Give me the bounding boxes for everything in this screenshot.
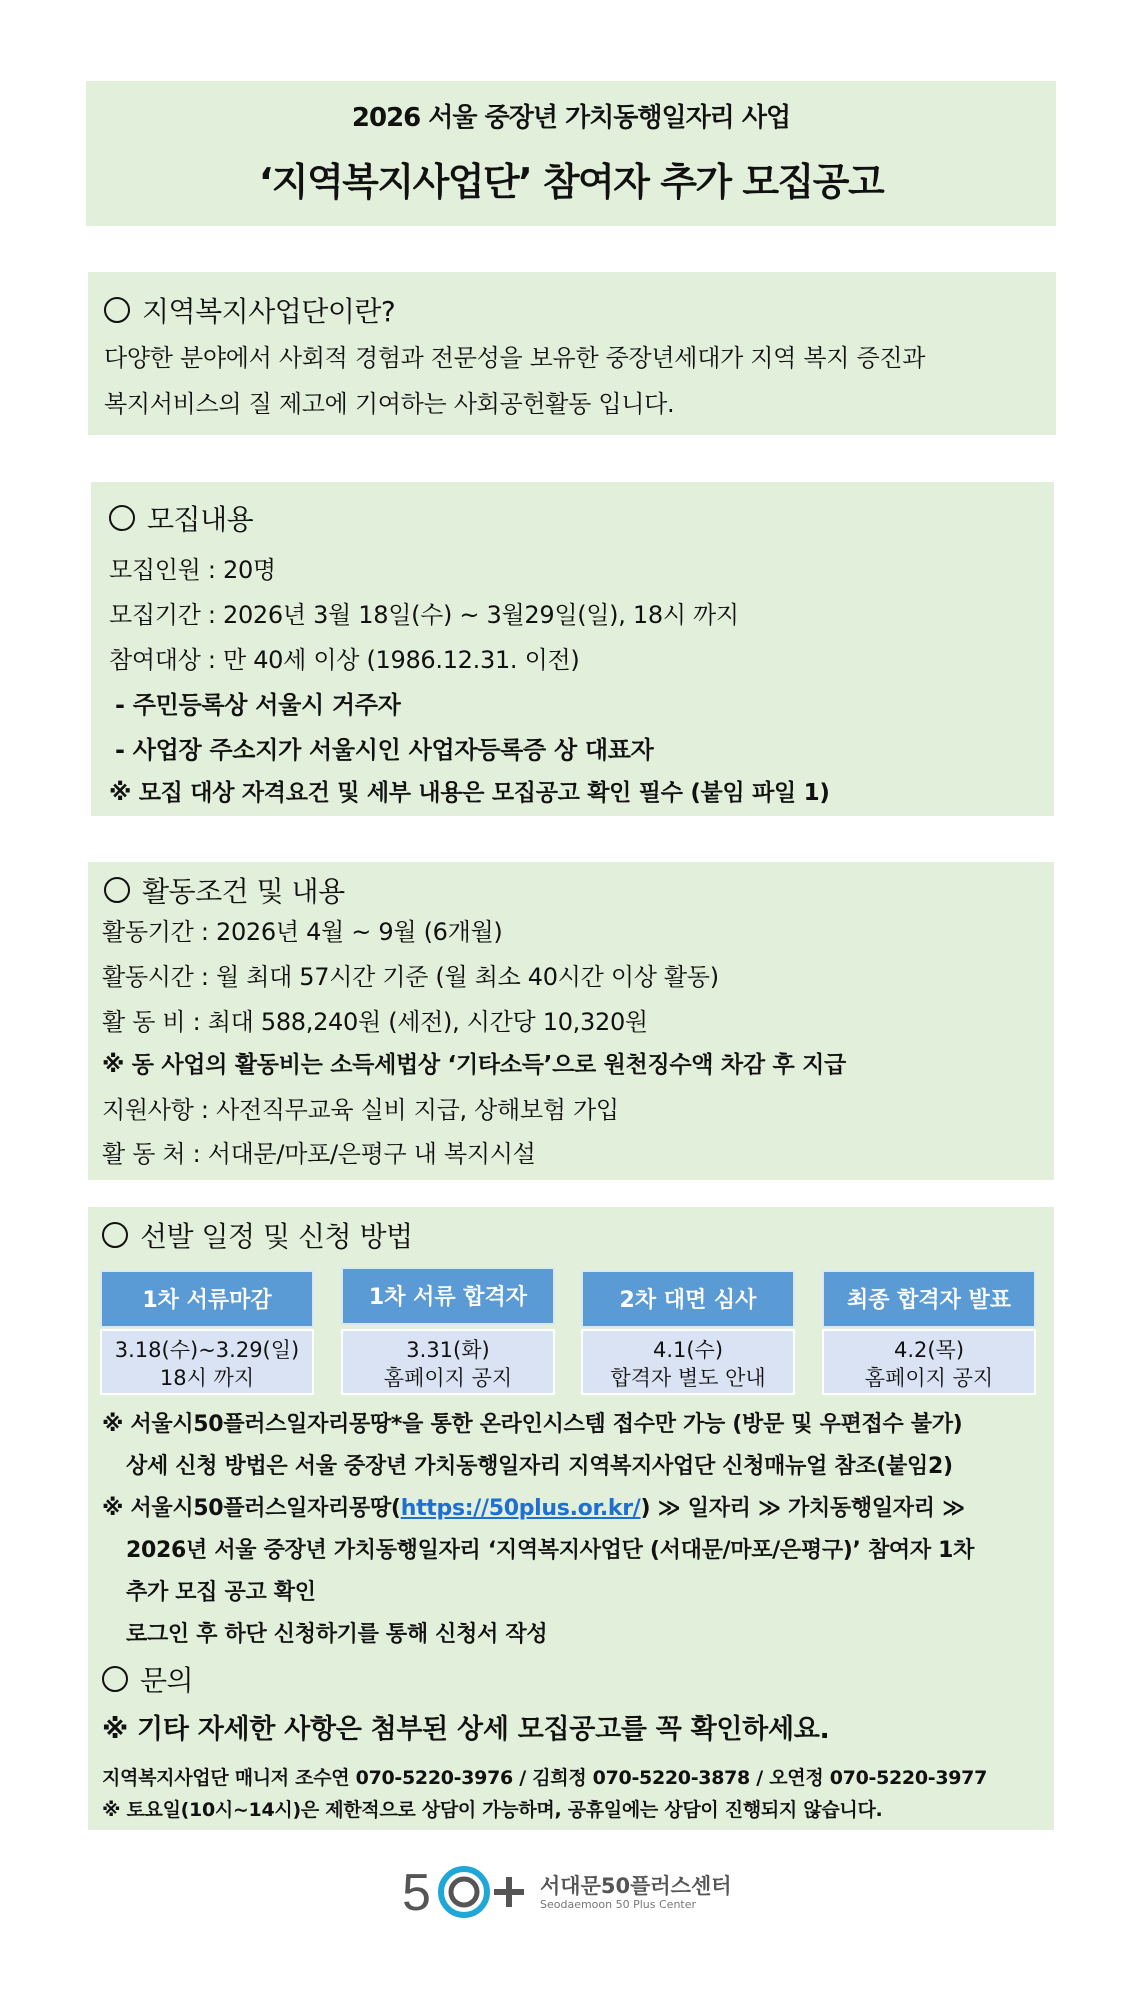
logo-inner-circle-icon (451, 1879, 477, 1905)
circle-bullet-icon (102, 1222, 128, 1248)
50plus-link[interactable]: https://50plus.or.kr/ (400, 1496, 641, 1521)
activity-place: 활 동 처 : 서대문/마포/은평구 내 복지시설 (102, 1140, 536, 1168)
schedule-note-6: 로그인 후 하단 신청하기를 통해 신청서 작성 (126, 1622, 548, 1647)
logo-circle-icon (441, 1869, 487, 1915)
intro-line-1: 다양한 분야에서 사회적 경험과 전문성을 보유한 중장년세대가 지역 복지 증진과 (104, 344, 926, 372)
intro-line-2: 복지서비스의 질 제고에 기여하는 사회공헌활동 입니다. (104, 390, 675, 418)
recruit-target-2: - 사업장 주소지가 서울시인 사업자등록증 상 대표자 (115, 736, 654, 764)
center-logo (400, 1856, 730, 1926)
schedule-note-3: ※ 서울시50플러스일자리몽땅(https://50plus.or.kr/) ≫ 일자리 ≫ 가치동행일자리 ≫ (102, 1496, 965, 1521)
contact-main: ※ 기타 자세한 사항은 첨부된 상세 모집공고를 꼭 확인하세요. (102, 1714, 830, 1745)
schedule-section (88, 1207, 1054, 1647)
activity-pay: 활 동 비 : 최대 588,240원 (세전), 시간당 10,320원 (102, 1008, 648, 1036)
step-3-head: 2차 대면 심사 (581, 1270, 795, 1328)
contact-title: 문의 (102, 1659, 193, 1699)
activity-period: 활동기간 : 2026년 4월 ~ 9월 (6개월) (102, 918, 503, 946)
recruit-count: 모집인원 : 20명 (109, 556, 276, 584)
schedule-note-4: 2026년 서울 중장년 가치동행일자리 ‘지역복지사업단 (서대문/마포/은평구)’ 참여자 1차 (126, 1538, 975, 1563)
contact-managers: 지역복지사업단 매니저 조수연 070-5220-3976 / 김희정 070-5220-3878 / 오연정 070-5220-3977 (102, 1767, 988, 1789)
activity-hours: 활동시간 : 월 최대 57시간 기준 (월 최소 40시간 이상 활동) (102, 963, 719, 991)
circle-bullet-icon (109, 505, 135, 531)
circle-bullet-icon (104, 297, 130, 323)
recruit-section (91, 482, 1054, 816)
contact-hours: ※ 토요일(10시~14시)은 제한적으로 상담이 가능하며, 공휴일에는 상담이 진행되지 않습니다. (102, 1799, 883, 1821)
circle-bullet-icon (104, 877, 130, 903)
recruit-title: 모집내용 (109, 498, 253, 538)
step-2-body: 3.31(화) 홈페이지 공지 (341, 1329, 555, 1395)
intro-section (88, 272, 1056, 435)
logo-subtitle: Seodaemoon 50 Plus Center (540, 1898, 697, 1911)
logo-five: 5 (402, 1864, 431, 1922)
recruit-period: 모집기간 : 2026년 3월 18일(수) ~ 3월29일(일), 18시 까지 (109, 601, 739, 629)
title-line-2: ‘지역복지사업단’ 참여자 추가 모집공고 (258, 160, 884, 204)
title-line-1: 2026 서울 중장년 가치동행일자리 사업 (351, 103, 791, 133)
step-2-head: 1차 서류 합격자 (341, 1267, 555, 1325)
intro-title: 지역복지사업단이란? (104, 290, 395, 330)
step-3-body: 4.1(수) 합격자 별도 안내 (581, 1329, 795, 1395)
schedule-note-1: ※ 서울시50플러스일자리몽땅*을 통한 온라인시스템 접수만 가능 (방문 및 우편접수 불가) (102, 1412, 963, 1437)
schedule-note-2: 상세 신청 방법은 서울 중장년 가치동행일자리 지역복지사업단 신청매뉴얼 참조(붙임2) (126, 1454, 953, 1479)
circle-bullet-icon (102, 1666, 128, 1692)
step-1-head: 1차 서류마감 (100, 1270, 314, 1328)
activity-section (88, 862, 1054, 1180)
logo-name: 서대문50플러스센터 (540, 1874, 732, 1898)
activity-tax-note: ※ 동 사업의 활동비는 소득세법상 ‘기타소득’으로 원천징수액 차감 후 지급 (102, 1052, 846, 1078)
schedule-note-5: 추가 모집 공고 확인 (126, 1580, 316, 1605)
recruit-target-1: - 주민등록상 서울시 거주자 (115, 691, 401, 719)
step-1-body: 3.18(수)~3.29(일) 18시 까지 (100, 1329, 314, 1395)
recruit-note: ※ 모집 대상 자격요건 및 세부 내용은 모집공고 확인 필수 (붙임 파일 1) (109, 780, 830, 806)
step-4-head: 최종 합격자 발표 (822, 1270, 1036, 1328)
schedule-title: 선발 일정 및 신청 방법 (102, 1215, 413, 1255)
activity-title: 활동조건 및 내용 (104, 870, 345, 910)
contact-section (88, 1647, 1054, 1830)
title-box (86, 81, 1056, 226)
recruit-target: 참여대상 : 만 40세 이상 (1986.12.31. 이전) (109, 646, 580, 674)
activity-support: 지원사항 : 사전직무교육 실비 지급, 상해보험 가입 (102, 1096, 619, 1124)
step-4-body: 4.2(목) 홈페이지 공지 (822, 1329, 1036, 1395)
